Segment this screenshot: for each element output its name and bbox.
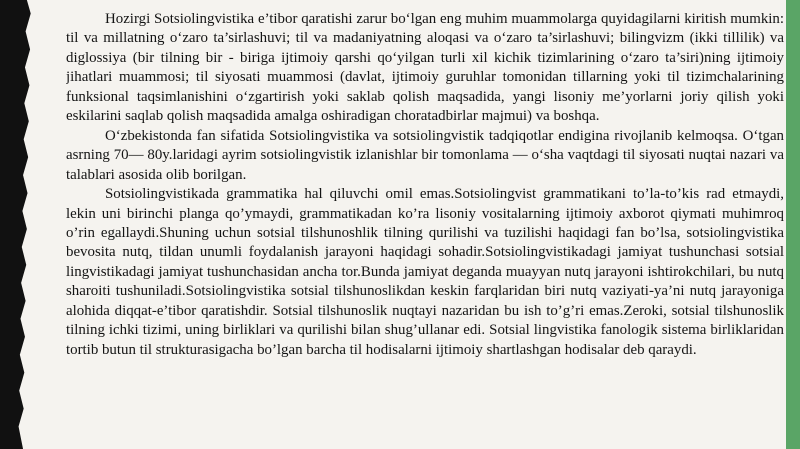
left-decorative-band xyxy=(0,0,64,449)
paragraph-3: Sotsiolingvistikada grammatika hal qiluvchi omil emas.Sotsiolingvist grammatikani to’la-to’kis rad etmaydi, lekin uni birinchi planga qo’ymaydi, grammatikadan ko’ra lisoniy vositalarning ijtimoiy axborot qiymati muhimroq o’rin egallaydi.Shuning uchun sotsial tilshunoshlik tilning qurilishi va tuzilishi haqidagi fan bo’lsa, sotsiolingvistika bevosita nutq, tildan unumli foydalanish jarayoni haqidagi sohadir.Sotsiolingvistikadagi jamiyat tushunchasi sotsial lingvistikadagi jamiyat tushunchasidan ancha tor.Bunda jamiyat deganda muayyan nutq jarayoni ishtirokchilari, bu nutq sharoiti tushuniladi.Sotsiolingvistika sotsial tilshunoslikdan keskin farqlaridan biri nutq vaziyati-ya’ni nutq jarayoniga alohida diqqat-e’tibor qaratishdir. Sotsial tilshunoslik nuqtayi nazaridan bu ish to’g’ri emas.Zeroki, sotsial tilshunoslik tilning ichki tizimi, uning birliklari va qurilishi bilan shug’ullanar edi. Sotsial lingvistika fanologik sistema birliklaridan tortib butun til strukturasigacha bo’lgan barcha til hodisalarni ijtimoiy shartlashgan hodisalar deb qaraydi. xyxy=(66,186,784,358)
document-body xyxy=(66,10,784,440)
paragraph-1: Hozirgi Sotsiolingvistika e’tibor qaratishi zarur bo‘lgan eng muhim muammolarga quyidagilarni kiritish mumkin: til va millatning o‘zaro ta’sirlashuvi; til va madaniyatning aloqasi va o‘zaro ta’sirlashuvi; bilingvizm (ikki tillilik) va diglossiya (bir tilning bir - biriga ijtimoiy qarshi qo‘yilgan turli xil kichik tizimlarining o‘zaro ta’siri)ning ijtimoiy jihatlari muammosi; til siyosati muammosi (davlat, ijtimoiy guruhlar tomonidan tillarning yoki til tizimchalarining funksional taqsimlanishini o‘zgartirish yoki saklab qolish maqsadida, yangi lisoniy me’yorlarni joriy qilish yoki eskilarini saqlab qolish maqsadida amalga oshiradigan choratadbirlar majmui) va boshqa. xyxy=(66,11,784,125)
paragraph-2: O‘zbekistonda fan sifatida Sotsiolingvistika va sotsiolingvistik tadqiqotlar endigina rivojlanib kelmoqsa. O‘tgan asrning 70— 80y.laridagi ayrim sotsiolingvistik izlanishlar bir tomonlama — o‘sha vaqtdagi til siyosati nuqtai nazari va talablari asosida olib borilgan. xyxy=(66,127,784,183)
right-accent-bar xyxy=(786,0,800,449)
